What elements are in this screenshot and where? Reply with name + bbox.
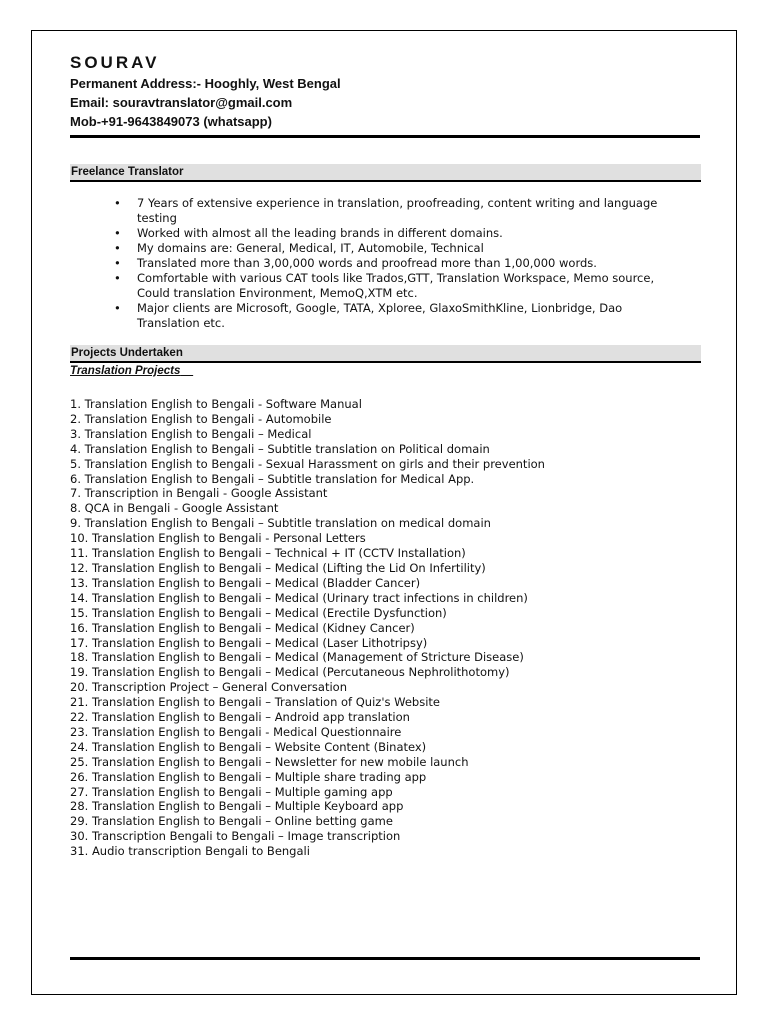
candidate-name: SOURAV [70,53,160,72]
project-item: 19. Translation English to Bengali – Medical (Percutaneous Nephrolithotomy) [70,665,510,680]
experience-bullet-text: My domains are: General, Medical, IT, Automobile, Technical [137,241,484,255]
bullet-icon: • [114,271,121,285]
footer-divider [70,957,700,960]
project-item: 13. Translation English to Bengali – Medical (Bladder Cancer) [70,575,421,590]
resume-header [70,52,341,131]
email-line: Email: souravtranslator@gmail.com [70,95,293,110]
project-item: 23. Translation English to Bengali - Medical Questionnaire [70,724,402,739]
experience-bullet [110,241,670,256]
project-item: 28. Translation English to Bengali – Multiple Keyboard app [70,799,404,814]
bullet-icon: • [114,196,121,210]
project-item: 18. Translation English to Bengali – Medical (Management of Stricture Disease) [70,650,524,665]
bullet-icon: • [114,301,121,315]
project-item: 1. Translation English to Bengali - Software Manual [70,397,362,411]
project-list [70,397,545,859]
header-divider [70,135,700,138]
project-item: 4. Translation English to Bengali – Subtitle translation on Political domain [70,441,490,456]
mobile-line: Mob-+91-9643849073 (whatsapp) [70,114,272,129]
experience-bullet [110,301,670,331]
experience-bullet [110,256,670,271]
experience-bullet-text: Comfortable with various CAT tools like Trados,GTT, Translation Workspace, Memo source, Could translation Environment, MemoQ,XTM etc. [137,271,655,300]
project-item: 7. Transcription in Bengali - Google Assistant [70,486,328,501]
project-item: 21. Translation English to Bengali – Translation of Quiz's Website [70,695,440,710]
experience-bullet [110,226,670,241]
project-item: 27. Translation English to Bengali – Multiple gaming app [70,784,393,799]
bullet-icon: • [114,256,121,270]
project-item: 11. Translation English to Bengali – Technical + IT (CCTV Installation) [70,546,466,561]
project-item: 10. Translation English to Bengali - Personal Letters [70,531,366,546]
experience-bullet-text: 7 Years of extensive experience in translation, proofreading, content writing and language testing [137,196,658,225]
project-item: 30. Transcription Bengali to Bengali – Image transcription [70,829,401,844]
project-item: 8. QCA in Bengali - Google Assistant [70,501,279,516]
project-item: 2. Translation English to Bengali - Automobile [70,411,332,426]
project-item: 31. Audio transcription Bengali to Bengali [70,844,310,859]
project-item: 24. Translation English to Bengali – Website Content (Binatex) [70,739,427,754]
project-item: 6. Translation English to Bengali – Subtitle translation for Medical App. [70,471,475,486]
project-item: 15. Translation English to Bengali – Medical (Erectile Dysfunction) [70,605,447,620]
address-line: Permanent Address:- Hooghly, West Bengal [70,76,341,91]
project-item: 12. Translation English to Bengali – Medical (Lifting the Lid On Infertility) [70,560,486,575]
project-item: 9. Translation English to Bengali – Subtitle translation on medical domain [70,516,491,531]
project-item: 29. Translation English to Bengali – Online betting game [70,814,393,829]
experience-bullet-text: Major clients are Microsoft, Google, TATA, Xploree, GlaxoSmithKline, Lionbridge, Dao Translation etc. [137,301,623,330]
project-item: 17. Translation English to Bengali – Medical (Laser Lithotripsy) [70,635,428,650]
projects-subtitle-text: Translation Projects [70,365,181,377]
experience-bullet-list [110,196,670,331]
section-title-freelance: Freelance Translator [70,164,701,182]
experience-bullet-text: Worked with almost all the leading brands in different domains. [137,226,503,240]
project-item: 3. Translation English to Bengali – Medical [70,426,312,441]
projects-subtitle [70,364,193,379]
project-item: 22. Translation English to Bengali – Android app translation [70,710,410,725]
bullet-icon: • [114,241,121,255]
bullet-icon: • [114,226,121,240]
section-title-projects: Projects Undertaken [70,345,701,363]
experience-bullet [110,271,670,301]
project-item: 20. Transcription Project – General Conversation [70,680,347,695]
experience-bullet-text: Translated more than 3,00,000 words and proofread more than 1,00,000 words. [137,256,597,270]
project-item: 14. Translation English to Bengali – Medical (Urinary tract infections in children) [70,590,528,605]
project-item: 5. Translation English to Bengali - Sexual Harassment on girls and their prevention [70,456,545,471]
project-item: 26. Translation English to Bengali – Multiple share trading app [70,769,427,784]
experience-bullet [110,196,670,226]
project-item: 25. Translation English to Bengali – Newsletter for new mobile launch [70,754,469,769]
project-item: 16. Translation English to Bengali – Medical (Kidney Cancer) [70,620,415,635]
